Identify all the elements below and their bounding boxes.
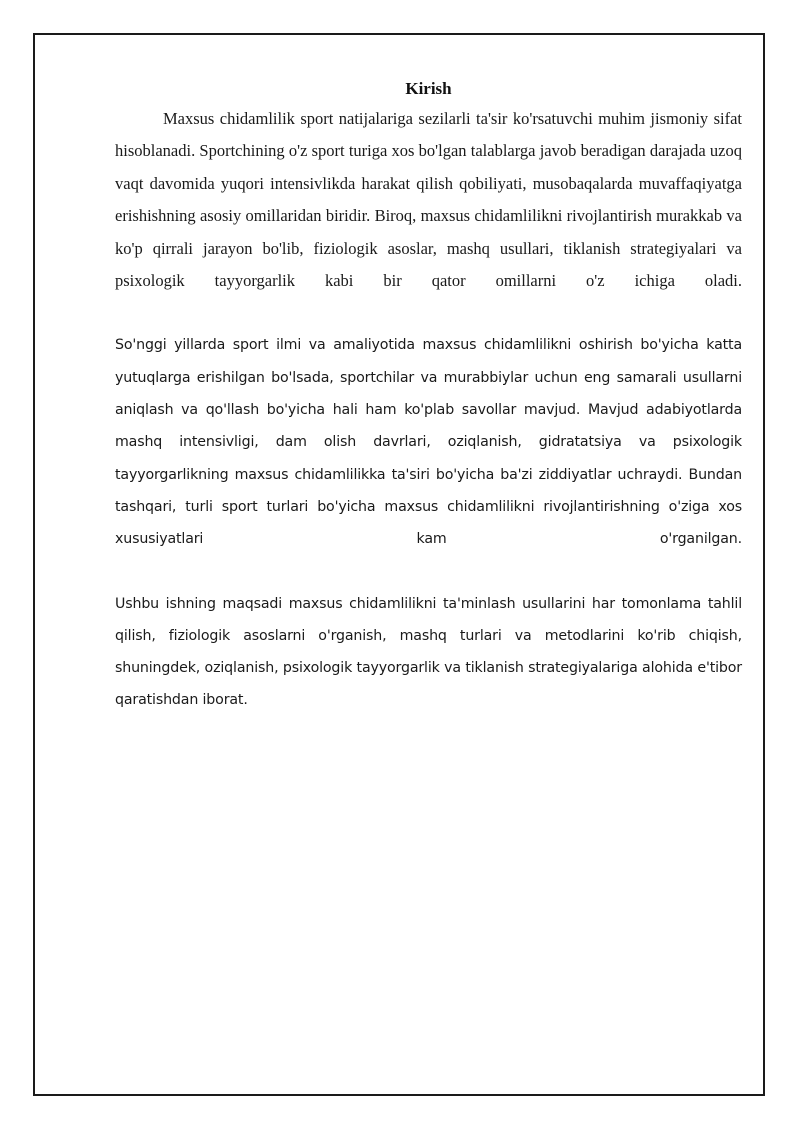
paragraph-3: Ushbu ishning maqsadi maxsus chidamlilikni ta'minlash usullarini har tomonlama tahlil qilish, fiziologik asoslarni o'rganish, mashq turlari va metodlarini ko'rib chiqish, shuningdek, oziqlanish, psixologik tayyorgarlik va tiklanish strategiyalariga alohida e'tibor qaratishdan iborat. (115, 595, 742, 709)
paragraph-2: So'nggi yillarda sport ilmi va amaliyotida maxsus chidamlilikni oshirish bo'yicha katta yutuqlarga erishilgan bo'lsada, sportchilar va murabbiylar uchun eng samarali usullarni aniqlash va qo'llash bo'yicha hali ham ko'plab savollar mavjud. Mavjud adabiyotlarda mashq intensivligi, dam olish davrlari, oziqlanish, gidratatsiya va psixologik tayyorgarlikning maxsus chidamlilikka ta'siri bo'yicha ba'zi ziddiyatlar uchraydi. Bundan tashqari, turli sport turlari bo'yicha maxsus chidamlilikni rivojlantirishning o'ziga xos xususiyatlari kam o'rganilgan. (115, 337, 742, 548)
section-heading: Kirish (405, 79, 452, 98)
paragraph-1: Maxsus chidamlilik sport natijalariga sezilarli ta'sir ko'rsatuvchi muhim jismoniy sifat hisoblanadi. Sportchining o'z sport turiga xos bo'lgan talablarga javob beradigan darajada uzoq vaqt davomida yuqori intensivlikda harakat qilish qobiliyati, musobaqalarda muvaffaqiyatga erishishning asosiy omillaridan biridir. Biroq, maxsus chidamlilikni rivojlantirish murakkab va ko'p qirrali jarayon bo'lib, fiziologik asoslar, mashq usullari, tiklanish strategiyalari va psixologik tayyorgarlik kabi bir qator omillarni o'z ichiga oladi. (115, 109, 742, 291)
document-body (115, 75, 742, 717)
